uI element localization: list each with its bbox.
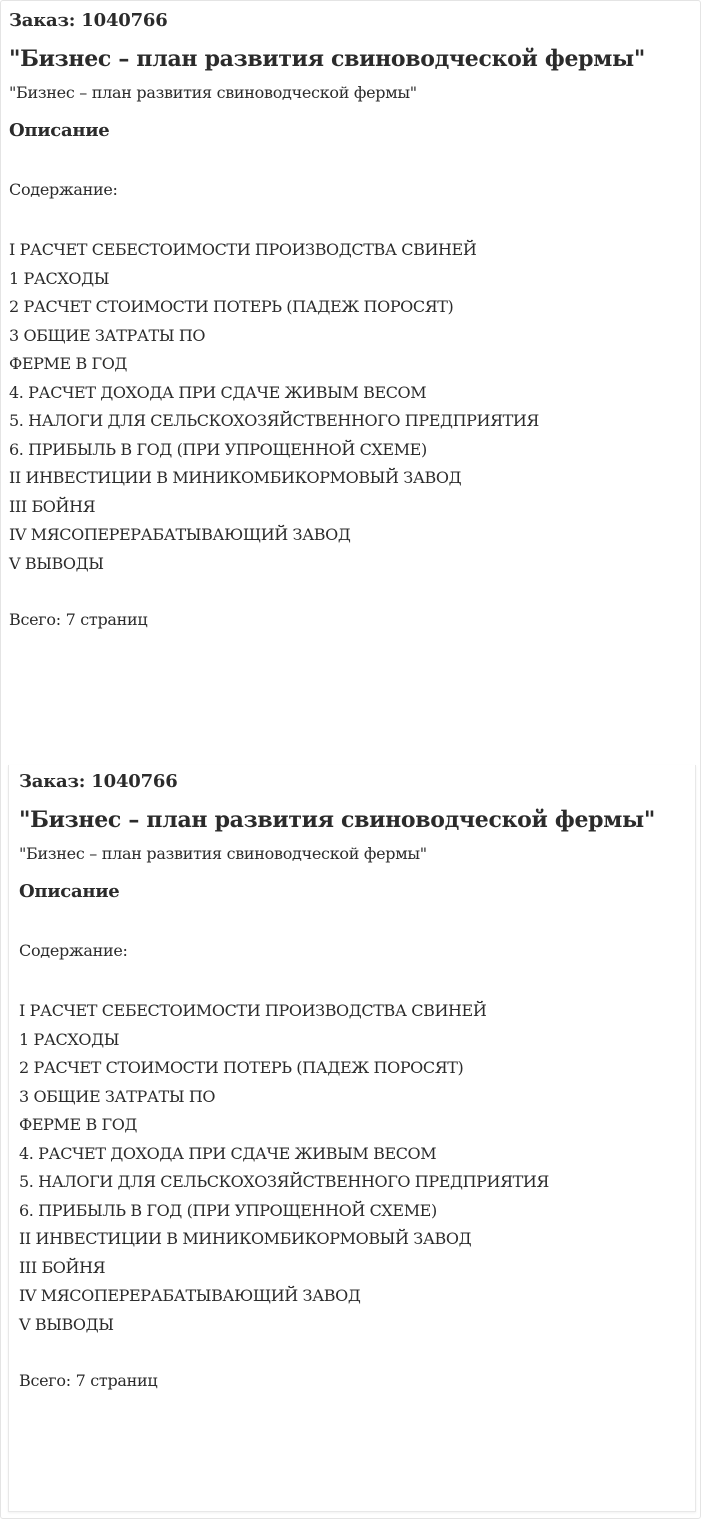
contents-item: 5. НАЛОГИ ДЛЯ СЕЛЬСКОХОЗЯЙСТВЕННОГО ПРЕДПРИЯТИЯ — [19, 1172, 549, 1191]
order-number: Заказ: 1040766 — [19, 771, 178, 792]
contents-list — [9, 236, 689, 578]
contents-item: 5. НАЛОГИ ДЛЯ СЕЛЬСКОХОЗЯЙСТВЕННОГО ПРЕДПРИЯТИЯ — [9, 411, 539, 430]
order-title: "Бизнес – план развития свиноводческой фермы" — [9, 46, 645, 72]
contents-item: III БОЙНЯ — [9, 496, 96, 516]
contents-item: V ВЫВОДЫ — [9, 553, 104, 573]
contents-item: 1 РАСХОДЫ — [19, 1029, 120, 1049]
order-title: "Бизнес – план развития свиноводческой фермы" — [19, 807, 655, 833]
description-heading: Описание — [9, 120, 110, 141]
contents-item: 6. ПРИБЫЛЬ В ГОД (ПРИ УПРОЩЕННОЙ СХЕМЕ) — [19, 1200, 437, 1220]
contents-label: Содержание: — [9, 180, 118, 199]
contents-item: II ИНВЕСТИЦИИ В МИНИКОМБИКОРМОВЫЙ ЗАВОД — [9, 468, 462, 487]
contents-item: II ИНВЕСТИЦИИ В МИНИКОМБИКОРМОВЫЙ ЗАВОД — [19, 1229, 472, 1248]
contents-item: III БОЙНЯ — [19, 1257, 106, 1277]
contents-item: 4. РАСЧЕТ ДОХОДА ПРИ СДАЧЕ ЖИВЫМ ВЕСОМ — [9, 382, 427, 402]
total-pages: Всего: 7 страниц — [19, 1371, 158, 1390]
contents-item: IV МЯСОПЕРЕРАБАТЫВАЮЩИЙ ЗАВОД — [19, 1286, 361, 1305]
contents-label: Содержание: — [19, 941, 128, 960]
contents-item: 6. ПРИБЫЛЬ В ГОД (ПРИ УПРОЩЕННОЙ СХЕМЕ) — [9, 439, 427, 459]
contents-item: 2 РАСЧЕТ СТОИМОСТИ ПОТЕРЬ (ПАДЕЖ ПОРОСЯТ) — [19, 1058, 464, 1077]
contents-item: ФЕРМЕ В ГОД — [9, 354, 128, 373]
contents-list — [19, 997, 695, 1339]
contents-item: 1 РАСХОДЫ — [9, 268, 110, 288]
contents-item: IV МЯСОПЕРЕРАБАТЫВАЮЩИЙ ЗАВОД — [9, 525, 351, 544]
order-number: Заказ: 1040766 — [9, 10, 168, 31]
contents-item: 2 РАСЧЕТ СТОИМОСТИ ПОТЕРЬ (ПАДЕЖ ПОРОСЯТ) — [9, 297, 454, 316]
contents-item: 4. РАСЧЕТ ДОХОДА ПРИ СДАЧЕ ЖИВЫМ ВЕСОМ — [19, 1143, 437, 1163]
contents-item: ФЕРМЕ В ГОД — [19, 1115, 138, 1134]
order-card-secondary — [8, 765, 696, 1512]
order-subtitle: "Бизнес – план развития свиноводческой фермы" — [19, 844, 427, 863]
order-card-primary — [9, 8, 689, 631]
contents-item: V ВЫВОДЫ — [19, 1314, 114, 1334]
contents-item: 3 ОБЩИЕ ЗАТРАТЫ ПО — [9, 325, 206, 345]
contents-item: 3 ОБЩИЕ ЗАТРАТЫ ПО — [19, 1086, 216, 1106]
contents-item: I РАСЧЕТ СЕБЕСТОИМОСТИ ПРОИЗВОДСТВА СВИНЕЙ — [19, 1001, 487, 1020]
description-heading: Описание — [19, 881, 120, 902]
total-pages: Всего: 7 страниц — [9, 610, 148, 629]
order-subtitle: "Бизнес – план развития свиноводческой фермы" — [9, 83, 417, 102]
contents-item: I РАСЧЕТ СЕБЕСТОИМОСТИ ПРОИЗВОДСТВА СВИНЕЙ — [9, 240, 477, 259]
